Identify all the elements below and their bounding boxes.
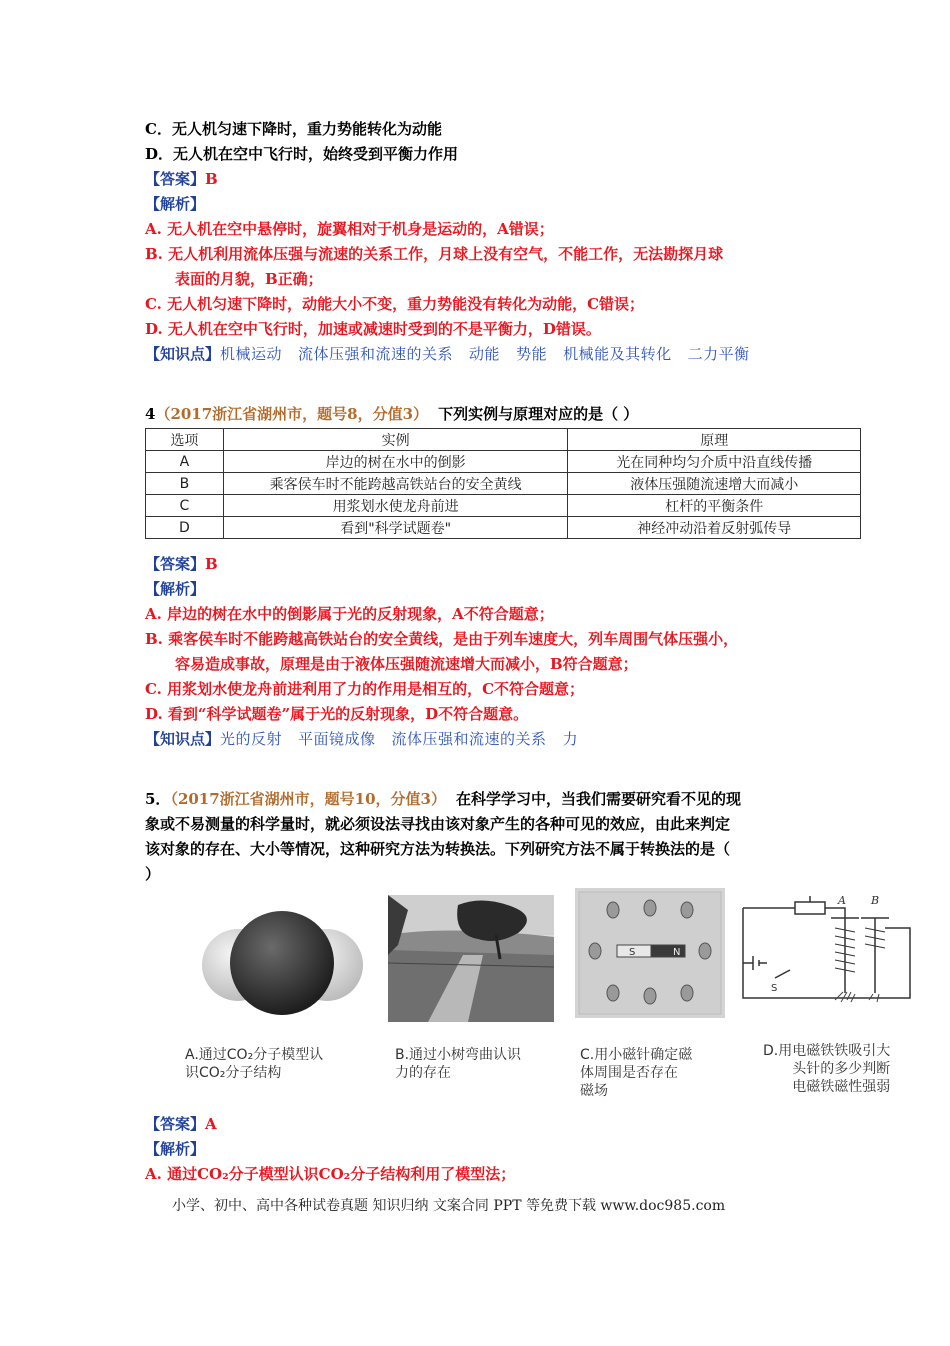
q3-knowledge-points <box>145 344 750 364</box>
kp-item: 机械运动 <box>220 345 283 363</box>
page-footer: 小学、初中、高中各种试卷真题 知识归纳 文案合同 PPT 等免费下载 www.doc985.com <box>172 1198 726 1214</box>
kp-item: 机械能及其转化 <box>563 345 672 363</box>
q5-stem-line: 在科学学习中，当我们需要研究看不见的现 <box>456 790 742 808</box>
table-cell: 光在同种均匀介质中沿直线传播 <box>568 451 861 473</box>
kp-item: 二力平衡 <box>687 345 750 363</box>
table-cell: 乘客侯车时不能跨越高铁站台的安全黄线 <box>223 473 568 495</box>
switch-label: S <box>771 983 778 994</box>
caption-line: 头针的多少判断 <box>792 1061 891 1077</box>
q4-answer <box>145 554 218 574</box>
caption-line: C.用小磁针确定磁 <box>580 1047 693 1063</box>
kp-item: 平面镜成像 <box>298 730 376 748</box>
caption-line: 磁场 <box>580 1083 608 1099</box>
caption-d <box>763 1042 890 1096</box>
nail-b-label: B <box>871 894 880 907</box>
q3-answer <box>145 169 218 189</box>
q3-analysis-c: C. 无人机匀速下降时，动能大小不变，重力势能没有转化为动能，C错误； <box>145 295 645 313</box>
q3-analysis-d: D. 无人机在空中飞行时，加速或减速时受到的不是平衡力，D错误。 <box>145 320 601 338</box>
answer-value: B <box>205 555 218 573</box>
q5-stem-line: 该对象的存在、大小等情况，这种研究方法为转换法。下列研究方法不属于转换法的是（ <box>145 840 731 858</box>
q4-table <box>145 428 861 539</box>
kp-item: 动能 <box>469 345 501 363</box>
table-cell: 岸边的树在水中的倒影 <box>223 451 568 473</box>
co2-molecule-figure <box>200 895 365 1025</box>
magnet-n-label: N <box>673 947 681 958</box>
q5-stem-line: 象或不易测量的科学量时，就必须设法寻找由该对象产生的各种可见的效应，由此来判定 <box>145 815 731 833</box>
caption-c <box>580 1046 692 1100</box>
caption-a <box>185 1046 323 1082</box>
q4-analysis-d: D. 看到“科学试题卷”属于光的反射现象，D不符合题意。 <box>145 705 529 723</box>
q4-analysis-b: B. 乘客侯车时不能跨越高铁站台的安全黄线，是由于列车速度大，列车周围气体压强小， <box>145 630 739 648</box>
answer-label: 【答案】 <box>145 170 206 188</box>
knowledge-label: 【知识点】 <box>145 345 221 363</box>
caption-b <box>395 1046 521 1082</box>
table-header: 实例 <box>223 429 568 451</box>
q4-stem: 下列实例与原理对应的是（ ） <box>438 405 639 423</box>
q4-heading <box>145 404 638 424</box>
table-cell: D <box>146 517 224 539</box>
q3-analysis-label: 【解析】 <box>145 195 206 213</box>
caption-line: B.通过小树弯曲认识 <box>395 1047 522 1063</box>
q3-analysis-b-cont: 表面的月貌，B正确； <box>175 270 323 288</box>
kp-item: 力 <box>562 730 579 748</box>
caption-line: 电磁铁磁性强弱 <box>792 1079 891 1095</box>
q5-source: （2017浙江省湖州市，题号10，分值3） <box>170 790 446 808</box>
q5-answer <box>145 1114 217 1134</box>
caption-line: 识CO₂分子结构 <box>185 1065 282 1081</box>
magnet-s-label: S <box>629 947 636 958</box>
caption-line: 体周围是否存在 <box>580 1065 678 1081</box>
table-header: 原理 <box>568 429 861 451</box>
table-cell: 液体压强随流速增大而减小 <box>568 473 861 495</box>
answer-label: 【答案】 <box>145 555 206 573</box>
kp-item: 势能 <box>516 345 548 363</box>
table-row <box>146 517 861 539</box>
table-cell: C <box>146 495 224 517</box>
q5-number: 5． <box>145 790 171 808</box>
table-row <box>146 451 861 473</box>
q4-analysis-label: 【解析】 <box>145 580 206 598</box>
q3-analysis-b: B. 无人机利用流体压强与流速的关系工作，月球上没有空气，不能工作，无法勘探月球 <box>145 245 724 263</box>
answer-label: 【答案】 <box>145 1115 206 1133</box>
answer-value: A <box>205 1115 217 1133</box>
table-row <box>146 495 861 517</box>
table-cell: 看到"科学试题卷" <box>223 517 568 539</box>
table-header-row <box>146 429 861 451</box>
q5-stem-line: ） <box>145 865 161 883</box>
kp-item: 流体压强和流速的关系 <box>391 730 547 748</box>
caption-line: D.用电磁铁铁吸引大 <box>763 1043 891 1059</box>
q5-heading <box>145 789 741 809</box>
q4-knowledge-points <box>145 729 578 749</box>
table-cell: 用浆划水使龙舟前进 <box>223 495 568 517</box>
q4-source: （2017浙江省湖州市，题号8，分值3） <box>155 405 429 423</box>
q5-analysis-a: A. 通过CO₂分子模型认识CO₂分子结构利用了模型法； <box>145 1165 516 1183</box>
magnet-compass-figure <box>575 888 725 1018</box>
table-cell: 神经冲动沿着反射弧传导 <box>568 517 861 539</box>
electromagnet-circuit-figure <box>735 888 930 1018</box>
q4-analysis-b-cont: 容易造成事故，原理是由于液体压强随流速增大而减小，B符合题意； <box>175 655 638 673</box>
bent-tree-figure <box>388 895 554 1022</box>
q4-analysis-c: C. 用浆划水使龙舟前进利用了力的作用是相互的，C不符合题意； <box>145 680 585 698</box>
kp-item: 光的反射 <box>220 730 283 748</box>
q3-option-d: D．无人机在空中飞行时，始终受到平衡力作用 <box>145 145 459 163</box>
table-row <box>146 473 861 495</box>
q4-number: 4 <box>145 405 156 423</box>
q5-analysis-label: 【解析】 <box>145 1140 206 1158</box>
caption-line: 力的存在 <box>395 1065 451 1081</box>
nail-a-label: A <box>838 894 846 907</box>
caption-line: A.通过CO₂分子模型认 <box>185 1047 324 1063</box>
q3-option-c: C．无人机匀速下降时，重力势能转化为动能 <box>145 120 442 138</box>
answer-value: B <box>205 170 218 188</box>
q3-analysis-a: A. 无人机在空中悬停时，旋翼相对于机身是运动的，A错误； <box>145 220 554 238</box>
table-cell: A <box>146 451 224 473</box>
table-header: 选项 <box>146 429 224 451</box>
table-cell: 杠杆的平衡条件 <box>568 495 861 517</box>
knowledge-label: 【知识点】 <box>145 730 221 748</box>
table-cell: B <box>146 473 224 495</box>
kp-item: 流体压强和流速的关系 <box>298 345 454 363</box>
q4-analysis-a: A. 岸边的树在水中的倒影属于光的反射现象，A不符合题意； <box>145 605 554 623</box>
